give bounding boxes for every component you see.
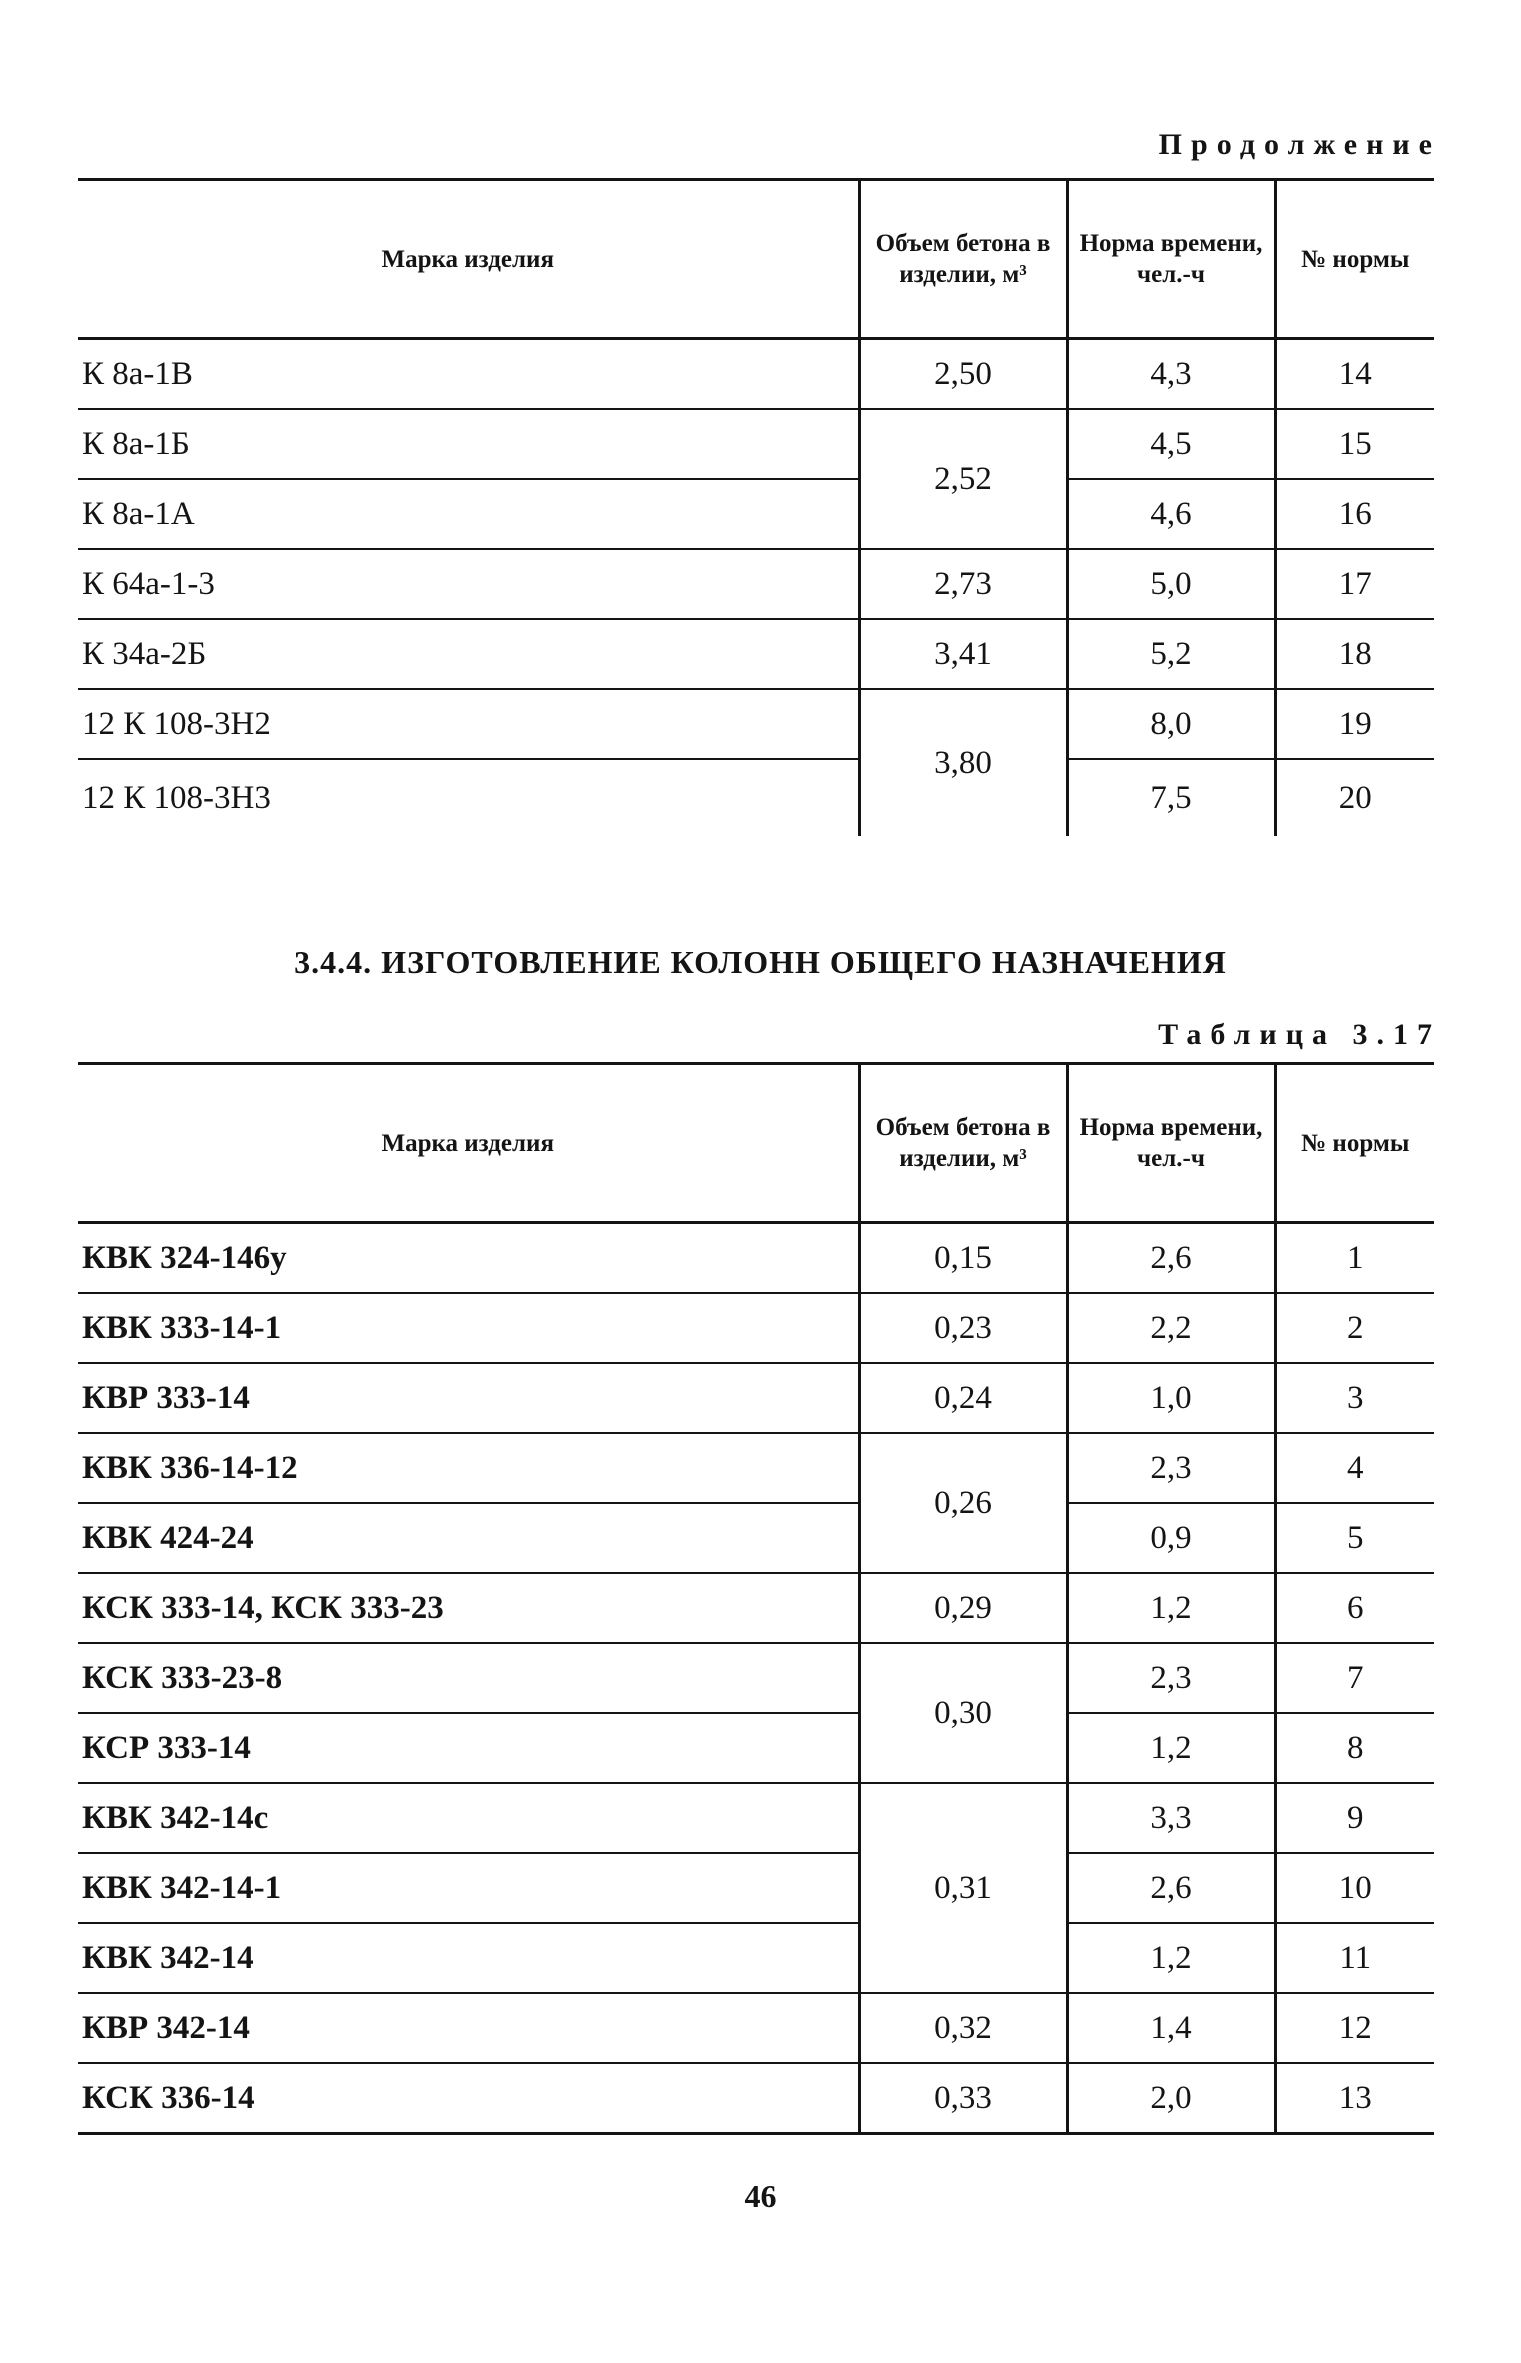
cell-mark: КСК 333-14, КСК 333-23: [78, 1573, 859, 1643]
cell-norm: 1,2: [1067, 1573, 1275, 1643]
cell-norm: 2,2: [1067, 1293, 1275, 1363]
table-row: [78, 689, 1434, 759]
cell-mark: КВР 333-14: [78, 1363, 859, 1433]
cell-norm: 1,2: [1067, 1713, 1275, 1783]
norms-table-continued: [78, 178, 1434, 836]
cell-mark: 12 К 108-3Н3: [82, 779, 271, 816]
section-title: 3.4.4. ИЗГОТОВЛЕНИЕ КОЛОНН ОБЩЕГО НАЗНАЧЕНИЯ: [294, 944, 1227, 980]
cell-norm: 5,2: [1067, 619, 1275, 689]
table-caption: Таблица 3.17: [1158, 1018, 1441, 1051]
table-row: [78, 1363, 1434, 1433]
table-row: [78, 1853, 1434, 1923]
cell-norm: 7,5: [1067, 759, 1275, 836]
cell-mark: К 8а-1В: [78, 339, 859, 410]
cell-number: 10: [1275, 1853, 1434, 1923]
cell-volume: 0,33: [859, 2063, 1067, 2134]
cell-number: 11: [1275, 1923, 1434, 1993]
cell-mark: КСК 333-23-8: [78, 1643, 859, 1713]
cell-number: 7: [1275, 1643, 1434, 1713]
cell-number: 15: [1275, 409, 1434, 479]
cell-volume: 0,23: [859, 1293, 1067, 1363]
header-norm: Норма времени, чел.-ч: [1067, 1064, 1275, 1223]
cell-norm: 3,3: [1067, 1783, 1275, 1853]
cell-volume: 0,30: [859, 1643, 1067, 1783]
table-row: [78, 1923, 1434, 1993]
header-number: № нормы: [1275, 180, 1434, 339]
cell-norm: 1,4: [1067, 1993, 1275, 2063]
cell-number: 20: [1275, 759, 1434, 836]
cell-mark: КСК 336-14: [78, 2063, 859, 2134]
cell-mark: КВК 342-14: [78, 1923, 859, 1993]
cell-number: 8: [1275, 1713, 1434, 1783]
table-header-row: [78, 1064, 1434, 1223]
header-norm: Норма времени, чел.-ч: [1067, 180, 1275, 339]
cell-number: 3: [1275, 1363, 1434, 1433]
table-row: [78, 1433, 1434, 1503]
cell-norm: 2,3: [1067, 1433, 1275, 1503]
table-row: [78, 759, 1434, 836]
cell-mark: КВК 324-146у: [78, 1223, 859, 1294]
cell-number: 2: [1275, 1293, 1434, 1363]
cell-norm: 2,3: [1067, 1643, 1275, 1713]
table-row: [78, 619, 1434, 689]
cell-volume: 2,50: [859, 339, 1067, 410]
cell-number: 14: [1275, 339, 1434, 410]
table-row: [78, 1643, 1434, 1713]
table-header-row: [78, 180, 1434, 339]
table-row: [78, 1783, 1434, 1853]
cell-mark: К 8а-1Б: [78, 409, 859, 479]
cell-mark: КСР 333-14: [78, 1713, 859, 1783]
header-mark: Марка изделия: [78, 1064, 859, 1223]
header-volume: Объем бетона в изделии, м³: [859, 180, 1067, 339]
cell-number: 9: [1275, 1783, 1434, 1853]
header-number: № нормы: [1275, 1064, 1434, 1223]
cell-mark: К 64а-1-3: [78, 549, 859, 619]
page-number: 46: [744, 2178, 777, 2214]
cell-volume: 2,52: [859, 409, 1067, 549]
cell-number: 6: [1275, 1573, 1434, 1643]
table-row: [78, 1293, 1434, 1363]
cell-number: 19: [1275, 689, 1434, 759]
table-row: [78, 549, 1434, 619]
cell-norm: 2,6: [1067, 1223, 1275, 1294]
continuation-caption: Продолжение: [1158, 128, 1441, 161]
cell-number: 12: [1275, 1993, 1434, 2063]
cell-mark: КВК 342-14с: [78, 1783, 859, 1853]
table-row: [78, 409, 1434, 479]
cell-norm: 1,0: [1067, 1363, 1275, 1433]
cell-volume: 0,24: [859, 1363, 1067, 1433]
table-row: [78, 1503, 1434, 1573]
cell-volume: 3,80: [859, 689, 1067, 836]
cell-volume: 0,32: [859, 1993, 1067, 2063]
cell-mark: КВР 342-14: [78, 1993, 859, 2063]
cell-norm: 8,0: [1067, 689, 1275, 759]
cell-number: 4: [1275, 1433, 1434, 1503]
cell-mark: КВК 333-14-1: [78, 1293, 859, 1363]
table-row: [78, 1573, 1434, 1643]
cell-mark: К 8а-1А: [78, 479, 859, 549]
cell-norm: 5,0: [1067, 549, 1275, 619]
cell-mark: КВК 336-14-12: [78, 1433, 859, 1503]
norms-table-3-17: [78, 1062, 1434, 2135]
table-row: [78, 2063, 1434, 2134]
cell-volume: 3,41: [859, 619, 1067, 689]
cell-number: 1: [1275, 1223, 1434, 1294]
cell-norm: 2,0: [1067, 2063, 1275, 2134]
cell-mark: КВК 424-24: [78, 1503, 859, 1573]
cell-number: 5: [1275, 1503, 1434, 1573]
cell-norm: 4,5: [1067, 409, 1275, 479]
cell-number: 13: [1275, 2063, 1434, 2134]
table-row: [78, 479, 1434, 549]
cell-norm: 4,6: [1067, 479, 1275, 549]
cell-volume: 0,26: [859, 1433, 1067, 1573]
cell-volume: 0,15: [859, 1223, 1067, 1294]
table-row: [78, 1223, 1434, 1294]
cell-number: 16: [1275, 479, 1434, 549]
table-row: [78, 1713, 1434, 1783]
cell-norm: 4,3: [1067, 339, 1275, 410]
cell-mark: 12 К 108-3Н2: [78, 689, 859, 759]
cell-number: 17: [1275, 549, 1434, 619]
cell-mark: К 34а-2Б: [78, 619, 859, 689]
cell-mark: КВК 342-14-1: [78, 1853, 859, 1923]
header-mark: Марка изделия: [78, 180, 859, 339]
table-row: [78, 1993, 1434, 2063]
cell-norm: 0,9: [1067, 1503, 1275, 1573]
cell-volume: 0,29: [859, 1573, 1067, 1643]
table-row: [78, 339, 1434, 410]
header-volume: Объем бетона в изделии, м³: [859, 1064, 1067, 1223]
cell-norm: 1,2: [1067, 1923, 1275, 1993]
cell-number: 18: [1275, 619, 1434, 689]
cell-volume: 0,31: [859, 1783, 1067, 1993]
cell-volume: 2,73: [859, 549, 1067, 619]
cell-norm: 2,6: [1067, 1853, 1275, 1923]
